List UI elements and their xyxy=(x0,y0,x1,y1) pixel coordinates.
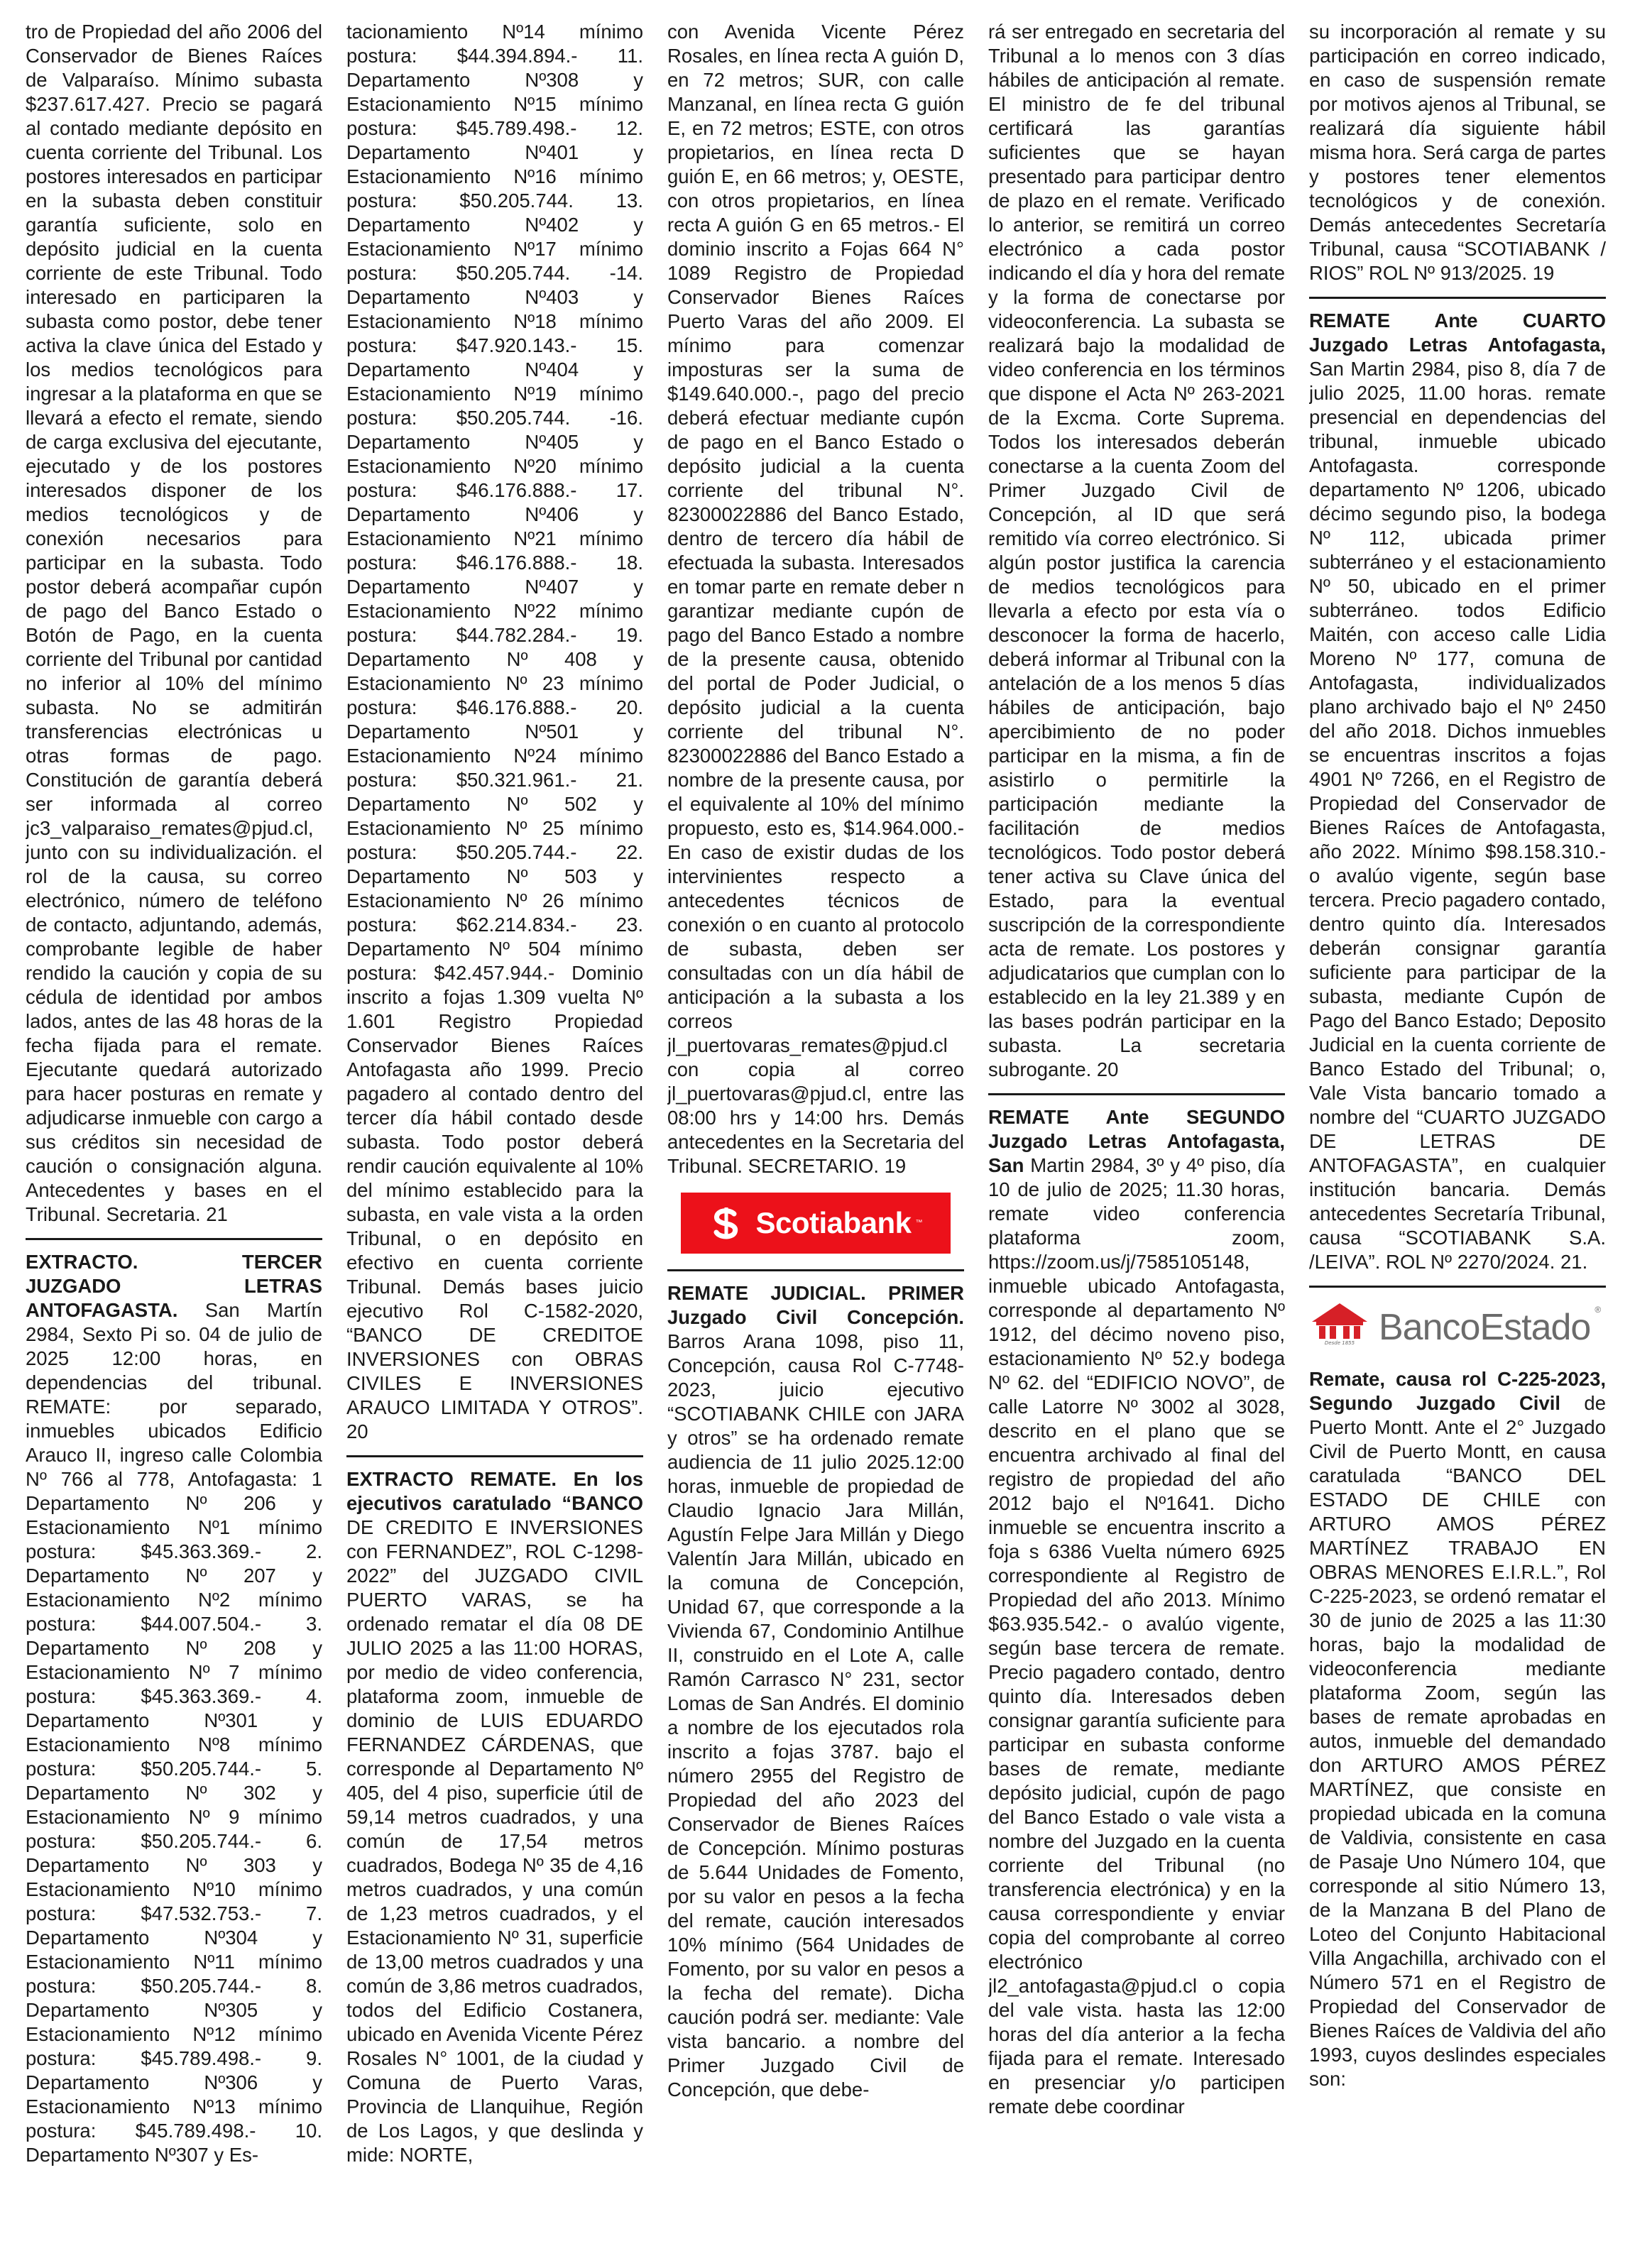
notice-body: rá ser entregado en secretaria del Tribunal a lo menos con 3 días hábiles de anticipación al remate. El ministro de fe del tribunal certificará las garantías suficientes que se hayan presentado para participar dentro de plazo en el remate. Verificado lo anterior, se remitirá un correo electrónico a cada postor indicando el día y hora del remate y la forma de conectarse por videoconferencia. La subasta se realizará bajo la modalidad de video conferencia en los términos que dispone el Acta Nº 263-2021 de la Excma. Corte Suprema. Todos los interesados deberán conectarse a la cuenta Zoom del Primer Juzgado Civil de Concepción, al ID que será remitido vía correo electrónico. Si algún postor justifica la carencia de medios tecnológicos para llevarla a efecto por esta vía o desconocer la forma de hacerlo, deberá informar al Tribunal con la antelación de a los menos 5 días hábiles de anticipación, bajo apercibimiento de no poder participar en la misma, a fin de asistirlo o permitirle la participación mediante la facilitación de medios tecnológicos. Todo postor deberá tener activa su Clave única del Estado, para la eventual suscripción de la correspondiente acta de remate. Los postores y adjudicatarios que cumplan con lo establecido en la ley 21.389 y en las bases podrán participar en la subasta. La secretaria subrogante. 20 xyxy=(988,21,1285,1080)
bancoestado-wordmark: BancoEstado xyxy=(1379,1307,1591,1348)
notice-body: San Martin 2984, piso 8, día 7 de julio 2025, 11.00 horas. remate presencial en dependencias del tribunal, inmueble ubicado Antofagasta. corresponde departamento Nº 1206, ubicado décimo segundo piso, la bodega Nº 112, ubicada primer subterráneo y el estacionamiento Nº 50, ubicado en el primer subterráneo. todos Edificio Maitén, con acceso calle Lidia Moreno Nº 177, comuna de Antofagasta, individualizados plano archivado bajo el Nº 2450 del año 2018. Dichos inmuebles se encuentras inscritos a fojas 4901 Nº 7266, en el Registro de Propiedad del Conservador de Bienes Raíces de Antofagasta, año 2022. Mínimo $98.158.310.- o avalúo vigente, según base tercera. Precio pagadero contado, dentro quinto día. Interesados deberán consignar garantía suficiente para participar de la subasta, mediante Cupón de Pago del Banco Estado; Deposito Judicial en la cuenta corriente de Banco Estado del Tribunal; o, Vale Vista bancario tomado a nombre del “CUARTO JUZGADO DE LETRAS DE ANTOFAGASTA”, en cualquier institución bancaria. Demás antecedentes Secretaría Tribunal, causa “SCOTIABANK S.A. /LEIVA”. ROL Nº 2270/2024. 21. xyxy=(1309,358,1606,1273)
notice-remate-puerto-montt xyxy=(1309,1367,1606,2091)
notice-text xyxy=(346,1467,643,2167)
notice-separator xyxy=(26,1238,322,1240)
column-3 xyxy=(667,20,964,2256)
notice-heading: REMATE Ante CUARTO Juzgado Letras Antofagasta, xyxy=(1309,309,1606,356)
notice-body: Barros Arana 1098, piso 11, Concepción, causa Rol C-7748-2023, juicio ejecutivo “SCOTIABANK CHILE con JARA y otros” se ha ordenado remate audiencia de 11 julio 2025.12:00 horas, inmueble de propiedad de Claudio Ignacio Jara Millán, Agustín Felpe Jara Millán y Diego Valentín Jara Millán, ubicado en la comuna de Concepción, Unidad 67, que corresponde a la Vivienda 67, Condominio Antilhue II, construido en el Lote A, calle Ramón Carrasco N° 231, sector Lomas de San Andrés. El dominio a nombre de los ejecutados rola inscrito a fojas 3787. bajo el número 2955 del Registro de Propiedad del año 2023 del Conservador de Bienes Raíces de Concepción. Mínimo posturas de 5.644 Unidades de Fomento, por su valor en pesos a la fecha del remate, caución interesados 10% mínimo (564 Unidades de Fomento, por su valor en pesos a la fecha del remate). Dicha caución podrá ser. mediante: Vale vista bancario. a nombre del Primer Juzgado Civil de Concepción, que debe- xyxy=(667,1330,964,2100)
notice-tercer-juzgado-antofagasta xyxy=(26,1250,322,2167)
notice-heading: EXTRACTO. TERCER JUZGADO LETRAS ANTOFAGASTA. xyxy=(26,1251,322,1321)
notice-text xyxy=(1309,1367,1606,2091)
scotiabank-logo-box xyxy=(681,1193,951,1254)
notice-continuation xyxy=(26,20,322,1227)
notice-body: de Puerto Montt. Ante el 2° Juzgado Civil de Puerto Montt, en causa caratulada “BANCO DEL ESTADO DE CHILE con ARTURO AMOS PÉREZ MARTÍNEZ TRABAJO EN OBRAS MENORES E.I.R.L.”, Rol C-225-2023, se ordenó rematar el 30 de junio de 2025 a las 11:30 horas, bajo la modalidad de videoconferencia mediante plataforma Zoom, según las bases de remate aprobadas en autos, inmueble del demandado don ARTURO AMOS PÉREZ MARTÍNEZ, que consiste en propiedad ubicada en la comuna de Valdivia, consistente en casa de Pasaje Uno Número 104, que corresponde al sitio Número 13, de la Manzana B del Plano de Loteo del Conjunto Habitacional Villa Angachilla, archivado con el Número 571 en el Registro de Propiedad del Conservador de Bienes Raíces de Valdivia del año 1993, cuyos deslindes especiales son: xyxy=(1309,1392,1606,2090)
notice-continuation xyxy=(667,20,964,1178)
notice-separator xyxy=(988,1093,1285,1095)
notice-cuarto-juzgado-antofagasta xyxy=(1309,309,1606,1274)
notice-body: con Avenida Vicente Pérez Rosales, en línea recta A guión D, en 72 metros; SUR, con calle Manzanal, en línea recta G guión E, en 72 metros; ESTE, con otros propietarios, en línea recta D guión E, en 66 metros; y, OESTE, con otros propietarios, en línea recta A guión G en 65 metros.- El dominio inscrito a Fojas 664 N° 1089 Registro de Propiedad Conservador Bienes Raíces Puerto Varas del año 2009. El mínimo para comenzar imposturas ser la suma de $149.640.000.-, pago del precio deberá efectuar mediante cupón de pago en el Banco Estado o depósito judicial a la cuenta corriente del tribunal N°. 82300022886 del Banco Estado, dentro de tercero día hábil de efectuada la subasta. Interesados en tomar parte en remate deber n garantizar mediante cupón de pago del Banco Estado a nombre de la presente causa, obtenido del portal de Poder Judicial, o depósito judicial a la cuenta corriente del tribunal N°. 82300022886 del Banco Estado a nombre de la presente causa, por el equivalente al 10% del mínimo propuesto, esto es, $14.964.000.- En caso de existir dudas de los intervinientes respecto a antecedentes técnicos de conexión o en cuanto al protocolo de subasta, deben ser consultadas con un día hábil de anticipación a la subasta a los correos jl_puertovaras_remates@pjud.cl con copia al correo jl_puertovaras@pjud.cl, entre las 08:00 hrs y 14:00 hrs. Demás antecedentes en la Secretaria del Tribunal. SECRETARIO. 19 xyxy=(667,21,964,1177)
scotiabank-s-icon xyxy=(709,1205,744,1241)
notice-text xyxy=(1309,309,1606,1274)
notice-segundo-juzgado-antofagasta xyxy=(988,1105,1285,2119)
notice-separator xyxy=(667,1269,964,1271)
bancoestado-logo xyxy=(1309,1298,1606,1346)
notice-text xyxy=(667,1281,964,2102)
notice-body: Martin 2984, 3º y 4º piso, día 10 de julio de 2025; 11.30 horas, remate video conferencia plataforma zoom, https://zoom.us/j/7585105148, inmueble ubicado Antofagasta, corresponde al departamento Nº 1912, del décimo noveno piso, estacionamiento Nº 52.y bodega Nº 62. del “EDIFICIO NOVO”, de calle Latorre Nº 3002 al 3028, descrito en el plano que se encuentra archivado al final del registro de propiedad del año 2012 bajo el Nº1641. Dicho inmueble se encuentra inscrito a foja s 6386 Vuelta número 6925 correspondiente al Registro de Propiedad del año 2013. Mínimo $63.935.542.- o avalúo vigente, según base tercera de remate. Precio pagadero contado, dentro quinto día. Interesados deben consignar garantía suficiente para participar en subasta conforme bases de remate, mediante depósito judicial, cupón de pago del Banco Estado o vale vista a nombre del Juzgado en la cuenta corriente del Tribunal (no transferencia electrónica) y en la causa correspondiente y enviar copia del comprobante al correo electrónico jl2_antofagasta@pjud.cl o copia del vale vista. hasta las 12:00 horas del día anterior a la fecha fijada para el remate. Interesado en presenciar y/o participen remate debe coordinar xyxy=(988,1154,1285,2118)
notice-separator xyxy=(1309,297,1606,299)
notice-heading: REMATE Ante SEGUNDO Juzgado Letras Antofagasta, San xyxy=(988,1106,1285,1176)
notice-body: DE CREDITO E INVERSIONES con FERNANDEZ”, ROL C-1298-2022” del JUZGADO CIVIL PUERTO VARAS, se ha ordenado rematar el día 08 DE JULIO 2025 a las 11:00 HORAS, por medio de video conferencia, plataforma zoom, inmueble de dominio de LUIS EDUARDO FERNANDEZ CÁRDENAS, que corresponde al Departamento Nº 405, del 4 piso, superficie útil de 59,14 metros cuadrados, y una común de 17,54 metros cuadrados, Bodega Nº 35 de 4,16 metros cuadrados, y una común de 1,23 metros cuadrados, y el Estacionamiento Nº 31, superficie de 13,00 metros cuadrados y una común de 3,86 metros cuadrados, todos del Edificio Costanera, ubicado en Avenida Vicente Pérez Rosales N° 1001, de la ciudad y Comuna de Puerto Varas, Provincia de Llanquihue, Región de Los Lagos, y que deslinda y mide: NORTE, xyxy=(346,1516,643,2166)
notice-separator xyxy=(346,1455,643,1457)
notice-heading: REMATE JUDICIAL. PRIMER Juzgado Civil Concepción. xyxy=(667,1282,964,1328)
notice-continuation xyxy=(1309,20,1606,285)
scotiabank-logo xyxy=(667,1193,964,1254)
bancoestado-house-icon xyxy=(1309,1300,1370,1346)
notice-heading: Remate, causa rol C-225-2023, Segundo Juzgado Civil xyxy=(1309,1368,1606,1414)
notice-text xyxy=(988,1105,1285,2119)
notice-text xyxy=(26,1250,322,2167)
notice-body: su incorporación al remate y su participación en correo indicado, en caso de suspensión remate por motivos ajenos al Tribunal, se realizará día siguiente hábil misma hora. Será carga de partes y postores tener elementos tecnológicos y de conexión. Demás antecedentes Secretaría Tribunal, causa “SCOTIABANK / RIOS” ROL Nº 913/2025. 19 xyxy=(1309,21,1606,284)
trademark-symbol: ™ xyxy=(915,1219,923,1227)
column-5 xyxy=(1309,20,1606,2256)
registered-symbol: ® xyxy=(1595,1305,1602,1315)
notice-continuation xyxy=(346,20,643,1444)
notice-remate-judicial-concepcion xyxy=(667,1281,964,2102)
column-4 xyxy=(988,20,1285,2256)
notice-body: tacionamiento Nº14 mínimo postura: $44.394.894.- 11. Departamento Nº308 y Estacionamiento Nº15 mínimo postura: $45.789.498.- 12. Departamento Nº401 y Estacionamiento Nº16 mínimo postura: $50.205.744. 13. Departamento Nº402 y Estacionamiento Nº17 mínimo postura: $50.205.744. -14. Departamento Nº403 y Estacionamiento Nº18 mínimo postura: $47.920.143.- 15. Departamento Nº404 y Estacionamiento Nº19 mínimo postura: $50.205.744. -16. Departamento Nº405 y Estacionamiento Nº20 mínimo postura: $46.176.888.- 17. Departamento Nº406 y Estacionamiento Nº21 mínimo postura: $46.176.888.- 18. Departamento Nº407 y Estacionamiento Nº22 mínimo postura: $44.782.284.- 19. Departamento Nº 408 y Estacionamiento Nº 23 mínimo postura: $46.176.888.- 20. Departamento Nº501 y Estacionamiento Nº24 mínimo postura: $50.321.961.- 21. Departamento Nº 502 y Estacionamiento Nº 25 mínimo postura: $50.205.744.- 22. Departamento Nº 503 y Estacionamiento Nº 26 mínimo postura: $62.214.834.- 23. Departamento Nº 504 mínimo postura: $42.457.944.- Dominio inscrito a fojas 1.309 vuelta Nº 1.601 Registro Propiedad Conservador Bienes Raíces Antofagasta año 1999. Precio pagadero al contado dentro del tercer día hábil contado desde subasta. Todo postor deberá rendir caución equivalente al 10% del mínimo establecido para la subasta, en vale vista a la orden Tribunal, o en depósito en efectivo en cuenta corriente Tribunal. Demás bases juicio ejecutivo Rol C-1582-2020, “BANCO DE CREDITOE INVERSIONES con OBRAS CIVILES E INVERSIONES ARAUCO LIMITADA Y OTROS”. 20 xyxy=(346,21,643,1442)
notice-continuation xyxy=(988,20,1285,1082)
notice-body: tro de Propiedad del año 2006 del Conservador de Bienes Raíces de Valparaíso. Mínimo subasta $237.617.427. Precio se pagará al contado mediante depósito en cuenta corriente del Tribunal. Los postores interesados en participar en la subasta deben constituir garantía suficiente, solo en depósito judicial en la cuenta corriente de este Tribunal. Todo interesado en participaren la subasta como postor, debe tener activa la clave única del Estado y los medios tecnológicos para ingresar a la plataforma en que se llevará a efecto el remate, siendo de carga exclusiva del ejecutante, ejecutado y de los postores interesados disponer de los medios tecnológicos y de conexión necesarios para participar en la subasta. Todo postor deberá acompañar cupón de pago del Banco Estado o Botón de Pago, en la cuenta corriente del Tribunal por cantidad no inferior al 10% del mínimo subasta. No se admitirán transferencias electrónicas u otras formas de pago. Constitución de garantía deberá ser informada al correo jc3_valparaiso_remates@pjud.cl, junto con su individualización. el rol de la causa, su correo electrónico, número de teléfono de contacto, adjuntando, además, comprobante legible de haber rendido la caución y copia de su cédula de identidad por ambos lados, antes de las 48 horas de la fecha fijada para el remate. Ejecutante quedará autorizado para hacer posturas en remate y adjudicarse inmueble con cargo a sus créditos sin necesidad de caución o consignación alguna. Antecedentes y bases en el Tribunal. Secretaria. 21 xyxy=(26,21,322,1225)
column-2 xyxy=(346,20,643,2256)
notice-heading: EXTRACTO REMATE. En los ejecutivos caratulado “BANCO xyxy=(346,1468,643,1514)
scotiabank-wordmark: Scotiabank xyxy=(755,1206,912,1239)
column-1 xyxy=(26,20,322,2256)
notice-separator xyxy=(1309,1286,1606,1288)
bancoestado-tagline: Desde 1855 xyxy=(1324,1340,1355,1346)
notice-extracto-remate-puerto-varas xyxy=(346,1467,643,2167)
notice-body: San Martín 2984, Sexto Pi so. 04 de julio de 2025 12:00 horas, en dependencias del tribunal. REMATE: por separado, inmuebles ubicados Edificio Arauco II, ingreso calle Colombia Nº 766 al 778, Antofagasta: 1 Departamento Nº 206 y Estacionamiento Nº1 mínimo postura: $45.363.369.- 2. Departamento Nº 207 y Estacionamiento Nº2 mínimo postura: $44.007.504.- 3. Departamento Nº 208 y Estacionamiento Nº 7 mínimo postura: $45.363.369.- 4. Departamento Nº301 y Estacionamiento Nº8 mínimo postura: $50.205.744.- 5. Departamento Nº 302 y Estacionamiento Nº 9 mínimo postura: $50.205.744.- 6. Departamento Nº 303 y Estacionamiento Nº10 mínimo postura: $47.532.753.- 7. Departamento Nº304 y Estacionamiento Nº11 mínimo postura: $50.205.744.- 8. Departamento Nº305 y Estacionamiento Nº12 mínimo postura: $45.789.498.- 9. Departamento Nº306 y Estacionamiento Nº13 mínimo postura: $45.789.498.- 10. Departamento Nº307 y Es- xyxy=(26,1299,322,2166)
